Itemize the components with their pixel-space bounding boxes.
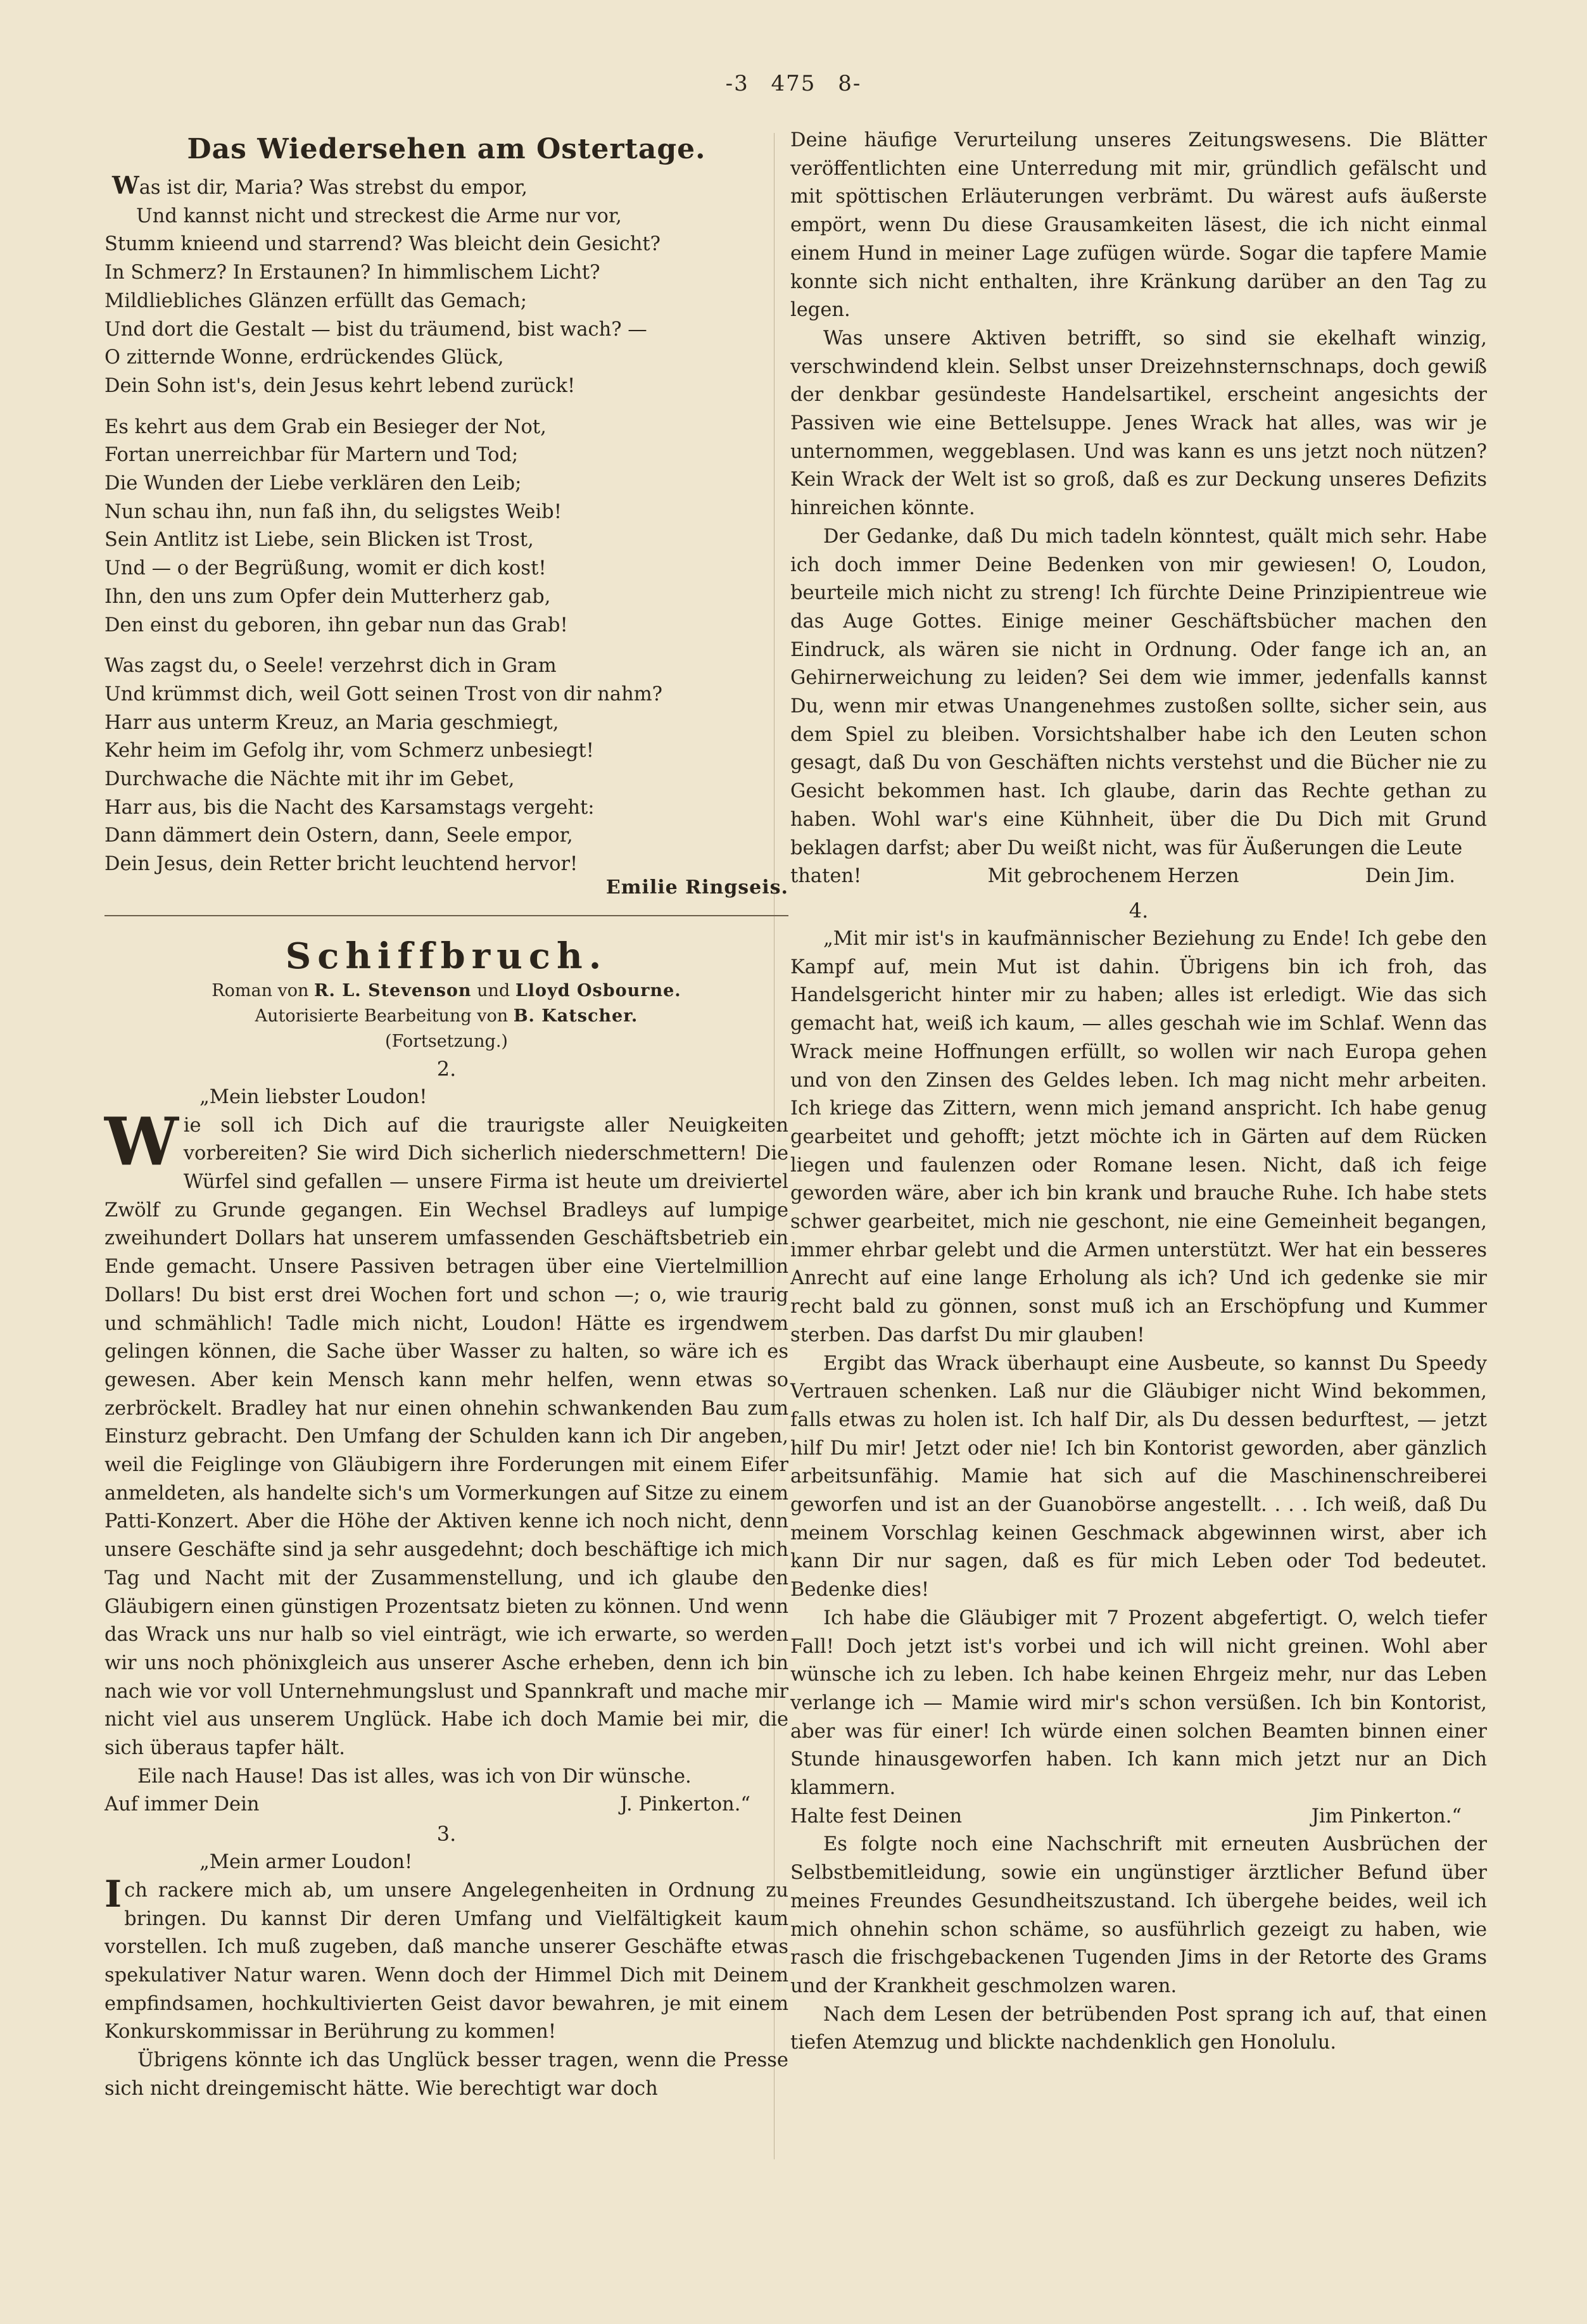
poem-line: Und kannst nicht und streckest die Arme nur vor,	[136, 205, 622, 227]
left-column	[104, 127, 788, 2103]
story-byline	[104, 978, 788, 1004]
letter-salutation: „Mein armer Loudon!	[199, 1851, 413, 1874]
closing-signature: J. Pinkerton.“	[620, 1793, 750, 1816]
story-adaptation	[104, 1004, 788, 1029]
poem-line: Stumm knieend und starrend? Was bleicht dein Gesicht?	[104, 233, 661, 256]
narrative-paragraph: Nach dem Lesen der betrübenden Post sprang ich auf, that einen tiefen Atemzug und blickte nachdenklich gen Honolulu.	[790, 2003, 1487, 2054]
poem-line: as ist dir, Maria? Was strebst du empor,	[139, 177, 528, 199]
page-number: 475	[771, 71, 816, 96]
poem-line: Mildliebliches Glänzen erfüllt das Gemach;	[104, 289, 527, 312]
poem-line: Den einst du geboren, ihn gebar nun das Grab!	[104, 614, 568, 636]
poem-stanza-3	[104, 652, 788, 879]
section-number-4: 4.	[1129, 898, 1149, 923]
poem-line: Dein Sohn ist's, dein Jesus kehrt lebend zurück!	[104, 374, 576, 397]
poem-dropcap: W	[112, 171, 139, 199]
letter-salutation: „Mein liebster Loudon!	[199, 1085, 427, 1108]
closing-signature: Jim Pinkerton.“	[1311, 1805, 1462, 1828]
right-column	[790, 127, 1487, 2057]
closing-left: Halte fest Deinen	[790, 1805, 963, 1828]
letter-paragraph: Deine häufige Verurteilung unseres Zeitungswesens. Die Blätter veröffentlichten eine Unterredung mit mir, gründlich gefälscht und mit spöttischen Erläuterungen verbrämt. Du wärest aufs äußerste empört, wenn Du diese Grausamkeiten läsest, die ich nicht einmal einem Hund in meiner Lage zufügen würde. Sogar die tapfere Mamie konnte sich nicht enthalten, ihre Kränkung darüber an den Tag zu legen.	[790, 129, 1487, 322]
letter-closing	[104, 1791, 788, 1819]
section-divider	[104, 915, 788, 916]
adapter-name: B. Katscher.	[513, 1006, 638, 1026]
poem-line: Dein Jesus, dein Retter bricht leuchtend hervor!	[104, 853, 578, 876]
closing-left: Auf immer Dein	[104, 1793, 260, 1816]
poem-title: Das Wiedersehen am Ostertage.	[187, 133, 706, 165]
letter-paragraph: Ich habe die Gläubiger mit 7 Prozent abgefertigt. O, welch tiefer Fall! Doch jetzt ist's vorbei und ich will nicht greinen. Wohl aber wünsche ich zu leben. Ich habe keinen Ehrgeiz mehr, nur das Leben verlange ich — Mamie wird mir's schon versüßen. Ich bin Kontorist, aber was für einer! Ich würde einen solchen Beamten binnen einer Stunde hinausgeworfen haben. Ich kann mich jetzt nur an Dich klammern.	[790, 1607, 1487, 1800]
letter-paragraph: Übrigens könnte ich das Unglück besser tragen, wenn die Presse sich nicht dreingemischt hätte. Wie berechtigt war doch	[104, 2049, 788, 2100]
poem-line: In Schmerz? In Erstaunen? In himmlischem Licht?	[104, 262, 600, 284]
letter-closing	[790, 862, 1487, 891]
poem-stanza-2	[104, 414, 788, 640]
letter-paragraph: Was unsere Aktiven betrifft, so sind sie ekelhaft winzig, verschwindend klein. Selbst unser Dreizehnsternschnaps, doch gewiß der denkbar gesündeste Handelsartikel, erscheint angesichts der Passiven wie eine Bettelsuppe. Jenes Wrack hat alles, was wir je unternommen, weggeblasen. Und was kann es uns jetzt noch nützen? Kein Wrack der Welt ist so groß, daß es zur Deckung unseres Defizits hinreichen könnte.	[790, 327, 1487, 520]
page-number-header	[0, 71, 1587, 96]
letter-paragraph: Ergibt das Wrack überhaupt eine Ausbeute, so kannst Du Speedy Vertrauen schenken. Laß nur die Gläubiger nicht Wind bekommen, falls etwas zu holen ist. Ich half Dir, als Du dessen bedurftest, — jetzt hilf Du mir! Jetzt oder nie! Ich bin Kontorist geworden, aber gänzlich arbeitsunfähig. Mamie hat sich auf die Maschinenschreiberei geworfen und ist an der Guanobörse angestellt. . . . Ich weiß, daß Du meinem Vorschlag keinen Geschmack abgewinnen wirst, aber ich kann Dir nur sagen, daß es für mich Leben oder Tod bedeutet. Bedenke dies!	[790, 1352, 1487, 1601]
poem-line: Ihn, den uns zum Opfer dein Mutterherz gab,	[104, 585, 551, 608]
poem-line: O zitternde Wonne, erdrückendes Glück,	[104, 346, 504, 369]
poem-line: Die Wunden der Liebe verklären den Leib;	[104, 472, 522, 495]
poem-line: Harr aus unterm Kreuz, an Maria geschmiegt,	[104, 711, 559, 734]
ornament-right: 8-	[838, 71, 862, 96]
poem-line: Und krümmst dich, weil Gott seinen Trost von dir nahm?	[104, 683, 663, 705]
drop-cap: W	[104, 1102, 179, 1180]
letter-closing	[790, 1803, 1487, 1831]
poem-line: Und dort die Gestalt — bist du träumend, bist wach? —	[104, 318, 647, 341]
section-number-3: 3.	[436, 1822, 457, 1847]
letter-paragraph: Ich rackere mich ab, um unsere Angelegenheiten in Ordnung zu bringen. Du kannst Dir deren Umfang und Vielfältigkeit kaum vorstellen. Ich muß zugeben, daß manche unserer Geschäfte etwas spekulativer Natur waren. Wenn doch der Himmel Dich mit Deinem empfindsamen, hochkultivierten Geist davor bewahren, je mit einem Konkurskommissar in Berührung zu kommen!	[104, 1872, 788, 2043]
poem-line: Dann dämmert dein Ostern, dann, Seele empor,	[104, 824, 573, 847]
poem-line: Was zagst du, o Seele! verzehrst dich in Gram	[104, 655, 557, 678]
closing-b: Mit gebrochenem Herzen	[987, 865, 1239, 888]
poem-line: Durchwache die Nächte mit ihr im Gebet,	[104, 768, 515, 791]
poem-line: Fortan unerreichbar für Martern und Tod;	[104, 444, 519, 467]
author-osbourne: Lloyd Osbourne.	[515, 980, 681, 1001]
story-title: Schiffbruch.	[285, 935, 608, 977]
byline-prefix: Roman von	[212, 980, 309, 1001]
closing-a: thaten!	[790, 865, 862, 888]
poem-line: Harr aus, bis die Nacht des Karsamstags vergeht:	[104, 796, 595, 819]
poem-line: Kehr heim im Gefolg ihr, vom Schmerz unbesiegt!	[104, 740, 594, 762]
poem-author: Emilie Ringseis.	[605, 876, 788, 899]
letter-paragraph: „Mit mir ist's in kaufmännischer Beziehung zu Ende! Ich gebe den Kampf auf, mein Mut ist dahin. Übrigens bin ich froh, das Handelsgericht hinter mir zu haben; alles ist erledigt. Wie das sich gemacht hat, weiß ich kaum, — alles geschah wie im Schlaf. Wenn das Wrack meine Hoffnungen erfüllt, so wollen wir nach Europa gehen und von den Zinsen des Geldes leben. Ich mag nicht mehr arbeiten. Ich kriege das Zittern, wenn mich jemand anspricht. Ich habe genug gearbeitet und gehofft; jetzt möchte ich in Gärten auf dem Rücken liegen und faulenzen oder Romane lesen. Nicht, daß ich feige geworden wäre, aber ich bin krank und brauche Ruhe. Ich habe stets schwer gearbeitet, mich nie geschont, nie eine Gemeinheit begangen, immer ehrbar gelebt und die Armen unterstützt. Wer hat ein besseres Anrecht auf eine lange Erholung als ich? Und ich gedenke sie mir recht bald zu gönnen, sonst muß ich an Erschöpfung und Kummer sterben. Das darfst Du mir glauben!	[790, 927, 1487, 1346]
letter-paragraph: Eile nach Hause! Das ist alles, was ich von Dir wünsche.	[137, 1765, 692, 1788]
poem-line: Sein Antlitz ist Liebe, sein Blicken ist Trost,	[104, 529, 534, 552]
ornament-left: -3	[725, 71, 749, 96]
letter-paragraph: Der Gedanke, daß Du mich tadeln könntest, quält mich sehr. Habe ich doch immer Deine Bedenken von mir gewiesen! O, Loudon, beurteile mich nicht zu streng! Ich fürchte Deine Prinzipientreue wie das Auge Gottes. Einige meiner Geschäftsbücher machen den Eindruck, als wären sie nicht in Ordnung. Oder fange ich an, an Gehirnerweichung zu leiden? Sei dem wie immer, jedenfalls kannst Du, wenn mir etwas Unangenehmes zustoßen sollte, sicher sein, aus dem Spiel zu bleiben. Vorsichtshalber habe ich den Leuten schon gesagt, daß Du von Geschäften nichts verstehst und die Bücher nie zu Gesicht bekommen hast. Ich glaube, darin das Rechte gethan zu haben. Wohl war's eine Kühnheit, über die Du Dich mit Grund beklagen darfst; aber Du weißt nicht, was für Äußerungen die Leute	[790, 525, 1487, 859]
adaptation-prefix: Autorisierte Bearbeitung von	[255, 1006, 509, 1026]
story-continuation: (Fortsetzung.)	[385, 1031, 508, 1051]
narrative-paragraph: Es folgte noch eine Nachschrift mit erneuten Ausbrüchen der Selbstbemitleidung, sowie ein ungünstiger ärztlicher Befund über meines Freundes Gesundheitszustand. Ich übergehe beides, weil ich mich ohnehin schon schäme, so ausführlich gezeigt zu haben, wie rasch die frischgebackenen Tugenden Jims in der Retorte des Grams und der Krankheit geschmolzen waren.	[790, 1833, 1487, 1997]
poem-line: Nun schau ihn, nun faß ihn, du seligstes Weib!	[104, 500, 562, 523]
poem-stanza-1	[104, 172, 788, 401]
drop-cap: I	[104, 1872, 122, 1916]
author-stevenson: R. L. Stevenson	[314, 980, 472, 1001]
byline-and: und	[477, 980, 510, 1001]
letter-paragraph: Wie soll ich Dich auf die traurigste aller Neuigkeiten vorbereiten? Sie wird Dich sicherlich niederschmettern! Die Würfel sind gefallen — unsere Firma ist heute um dreiviertel Zwölf zu Grunde gegangen. Ein Wechsel Bradleys auf lumpige zweihundert Dollars hat unserem umfassenden Geschäftsbetrieb ein Ende gemacht. Unsere Passiven betragen über eine Viertelmillion Dollars! Du bist erst drei Wochen fort und schon —; o, wie traurig und schmählich! Tadle mich nicht, Loudon! Hätte es irgendwem gelingen können, die Sache über Wasser zu halten, so wäre ich es gewesen. Aber kein Mensch kann mehr helfen, wenn etwas so zerbröckelt. Bradley hat nur einen ohnehin schwankenden Bau zum Einsturz gebracht. Den Umfang der Schulden kann ich Dir angeben, weil die Feiglinge von Gläubigern ihre Forderungen mit einem Eifer anmeldeten, als handelte sich's um Vormerkungen auf Sitze zu einem Patti-Konzert. Aber die Höhe der Aktiven kenne ich noch nicht, denn unsere Geschäfte sind ja sehr ausgedehnt; doch beschäftige ich mich Tag und Nacht mit der Zusammenstellung, und ich glaube den Gläubigern einen günstigen Prozentsatz bieten zu können. Und wenn das Wrack uns nur halb so viel einträgt, wie ich erwarte, so werden wir uns noch phönixgleich aus unserer Asche erheben, denn ich bin nach wie vor voll Unternehmungslust und Spannkraft und mache mir nicht viel aus unserem Unglück. Habe ich doch Mamie bei mir, die sich überaus tapfer hält.	[104, 1102, 788, 1760]
closing-signature: Dein Jim.	[1365, 865, 1455, 888]
section-number-2: 2.	[436, 1056, 457, 1081]
poem-line: Und — o der Begrüßung, womit er dich kost!	[104, 557, 547, 580]
poem-line: Es kehrt aus dem Grab ein Besieger der Not,	[104, 415, 547, 438]
